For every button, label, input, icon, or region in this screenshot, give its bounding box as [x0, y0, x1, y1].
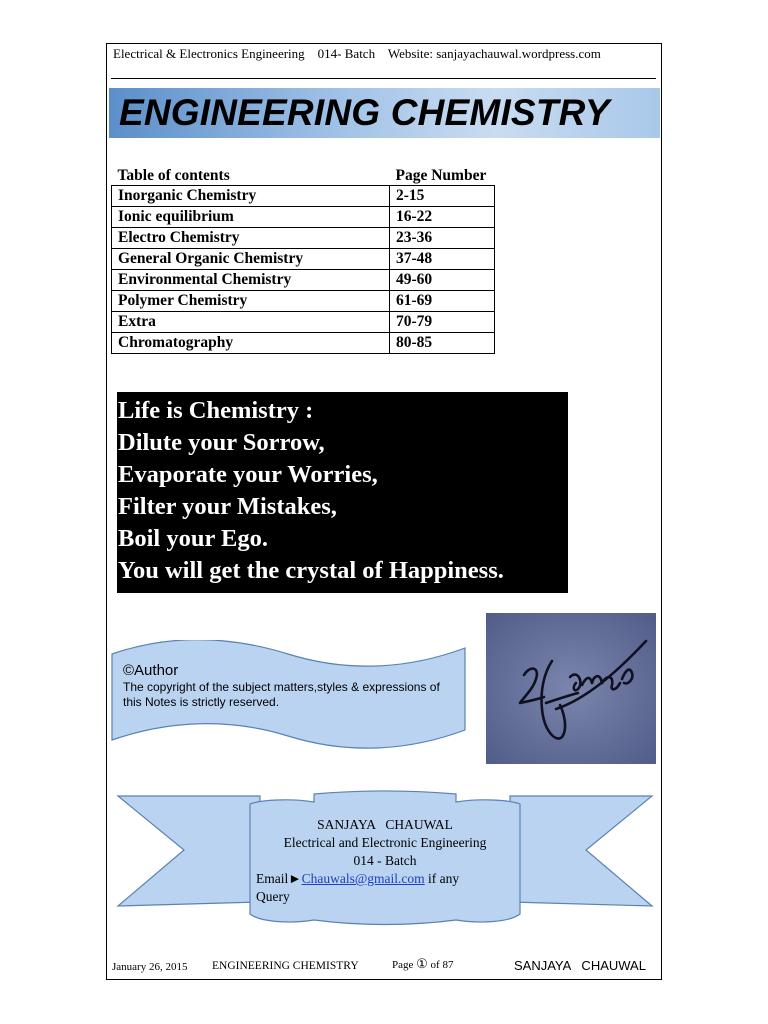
table-row — [112, 186, 495, 207]
toc-pages: 16-22 — [390, 207, 495, 228]
contact-department: Electrical and Electronic Engineering — [283, 835, 487, 850]
email-prefix: Email► — [256, 871, 302, 886]
header-divider — [111, 78, 656, 79]
toc-pages: 2-15 — [390, 186, 495, 207]
page-suffix: of 87 — [427, 959, 454, 971]
toc-pages: 23-36 — [390, 228, 495, 249]
footer-title: ENGINEERING CHEMISTRY — [212, 960, 359, 972]
contact-name: SANJAYA CHAUWAL — [317, 817, 453, 832]
toc-topic: Chromatography — [112, 333, 390, 354]
author-title: ©Author — [123, 662, 179, 679]
footer-page-number — [392, 956, 453, 972]
quote-line: You will get the crystal of Happiness. — [118, 557, 504, 584]
email-suffix: if any — [424, 871, 460, 886]
email-link[interactable]: Chauwals@gmail.com — [301, 871, 425, 886]
signature-image — [486, 613, 656, 764]
toc-pages: 70-79 — [390, 312, 495, 333]
contact-query: Query — [256, 889, 290, 904]
toc-pages: 37-48 — [390, 249, 495, 270]
contact-card — [256, 816, 514, 906]
toc-topic: Environmental Chemistry — [112, 270, 390, 291]
toc-header-row — [112, 166, 495, 186]
quote-line: Filter your Mistakes, — [118, 493, 337, 520]
contact-email-line — [256, 870, 514, 888]
table-row — [112, 312, 495, 333]
author-copyright-notice — [123, 662, 453, 710]
table-of-contents — [111, 166, 495, 354]
toc-pages: 80-85 — [390, 333, 495, 354]
toc-topic: Extra — [112, 312, 390, 333]
toc-topic: Polymer Chemistry — [112, 291, 390, 312]
author-notice-body: The copyright of the subject matters,styles & expressions of this Notes is strictly reserved. — [123, 680, 440, 709]
page-title: ENGINEERING CHEMISTRY — [119, 92, 610, 133]
table-row — [112, 207, 495, 228]
toc-header-topic: Table of contents — [117, 166, 230, 184]
toc-pages: 49-60 — [390, 270, 495, 291]
page-current: ① — [416, 956, 428, 971]
quote-line: Evaporate your Worries, — [118, 461, 378, 488]
table-row — [112, 333, 495, 354]
page-header: Electrical & Electronics Engineering 014- Batch Website: sanjayachauwal.wordpress.com — [113, 46, 601, 61]
toc-topic: Electro Chemistry — [112, 228, 390, 249]
contact-batch: 014 - Batch — [353, 853, 417, 868]
table-row — [112, 228, 495, 249]
toc-topic: Inorganic Chemistry — [112, 186, 390, 207]
toc-topic: General Organic Chemistry — [112, 249, 390, 270]
toc-pages: 61-69 — [390, 291, 495, 312]
toc-header-pages: Page Number — [395, 166, 487, 184]
footer-author: SANJAYA CHAUWAL — [514, 958, 646, 973]
toc-topic: Ionic equilibrium — [112, 207, 390, 228]
chemistry-quote-box — [117, 392, 568, 593]
quote-line: Boil your Ego. — [118, 525, 268, 552]
table-row — [112, 291, 495, 312]
quote-line: Life is Chemistry : — [118, 397, 314, 424]
quote-line: Dilute your Sorrow, — [118, 429, 325, 456]
table-row — [112, 270, 495, 291]
footer-date: January 26, 2015 — [112, 961, 188, 973]
page-prefix: Page — [392, 959, 417, 971]
table-row — [112, 249, 495, 270]
